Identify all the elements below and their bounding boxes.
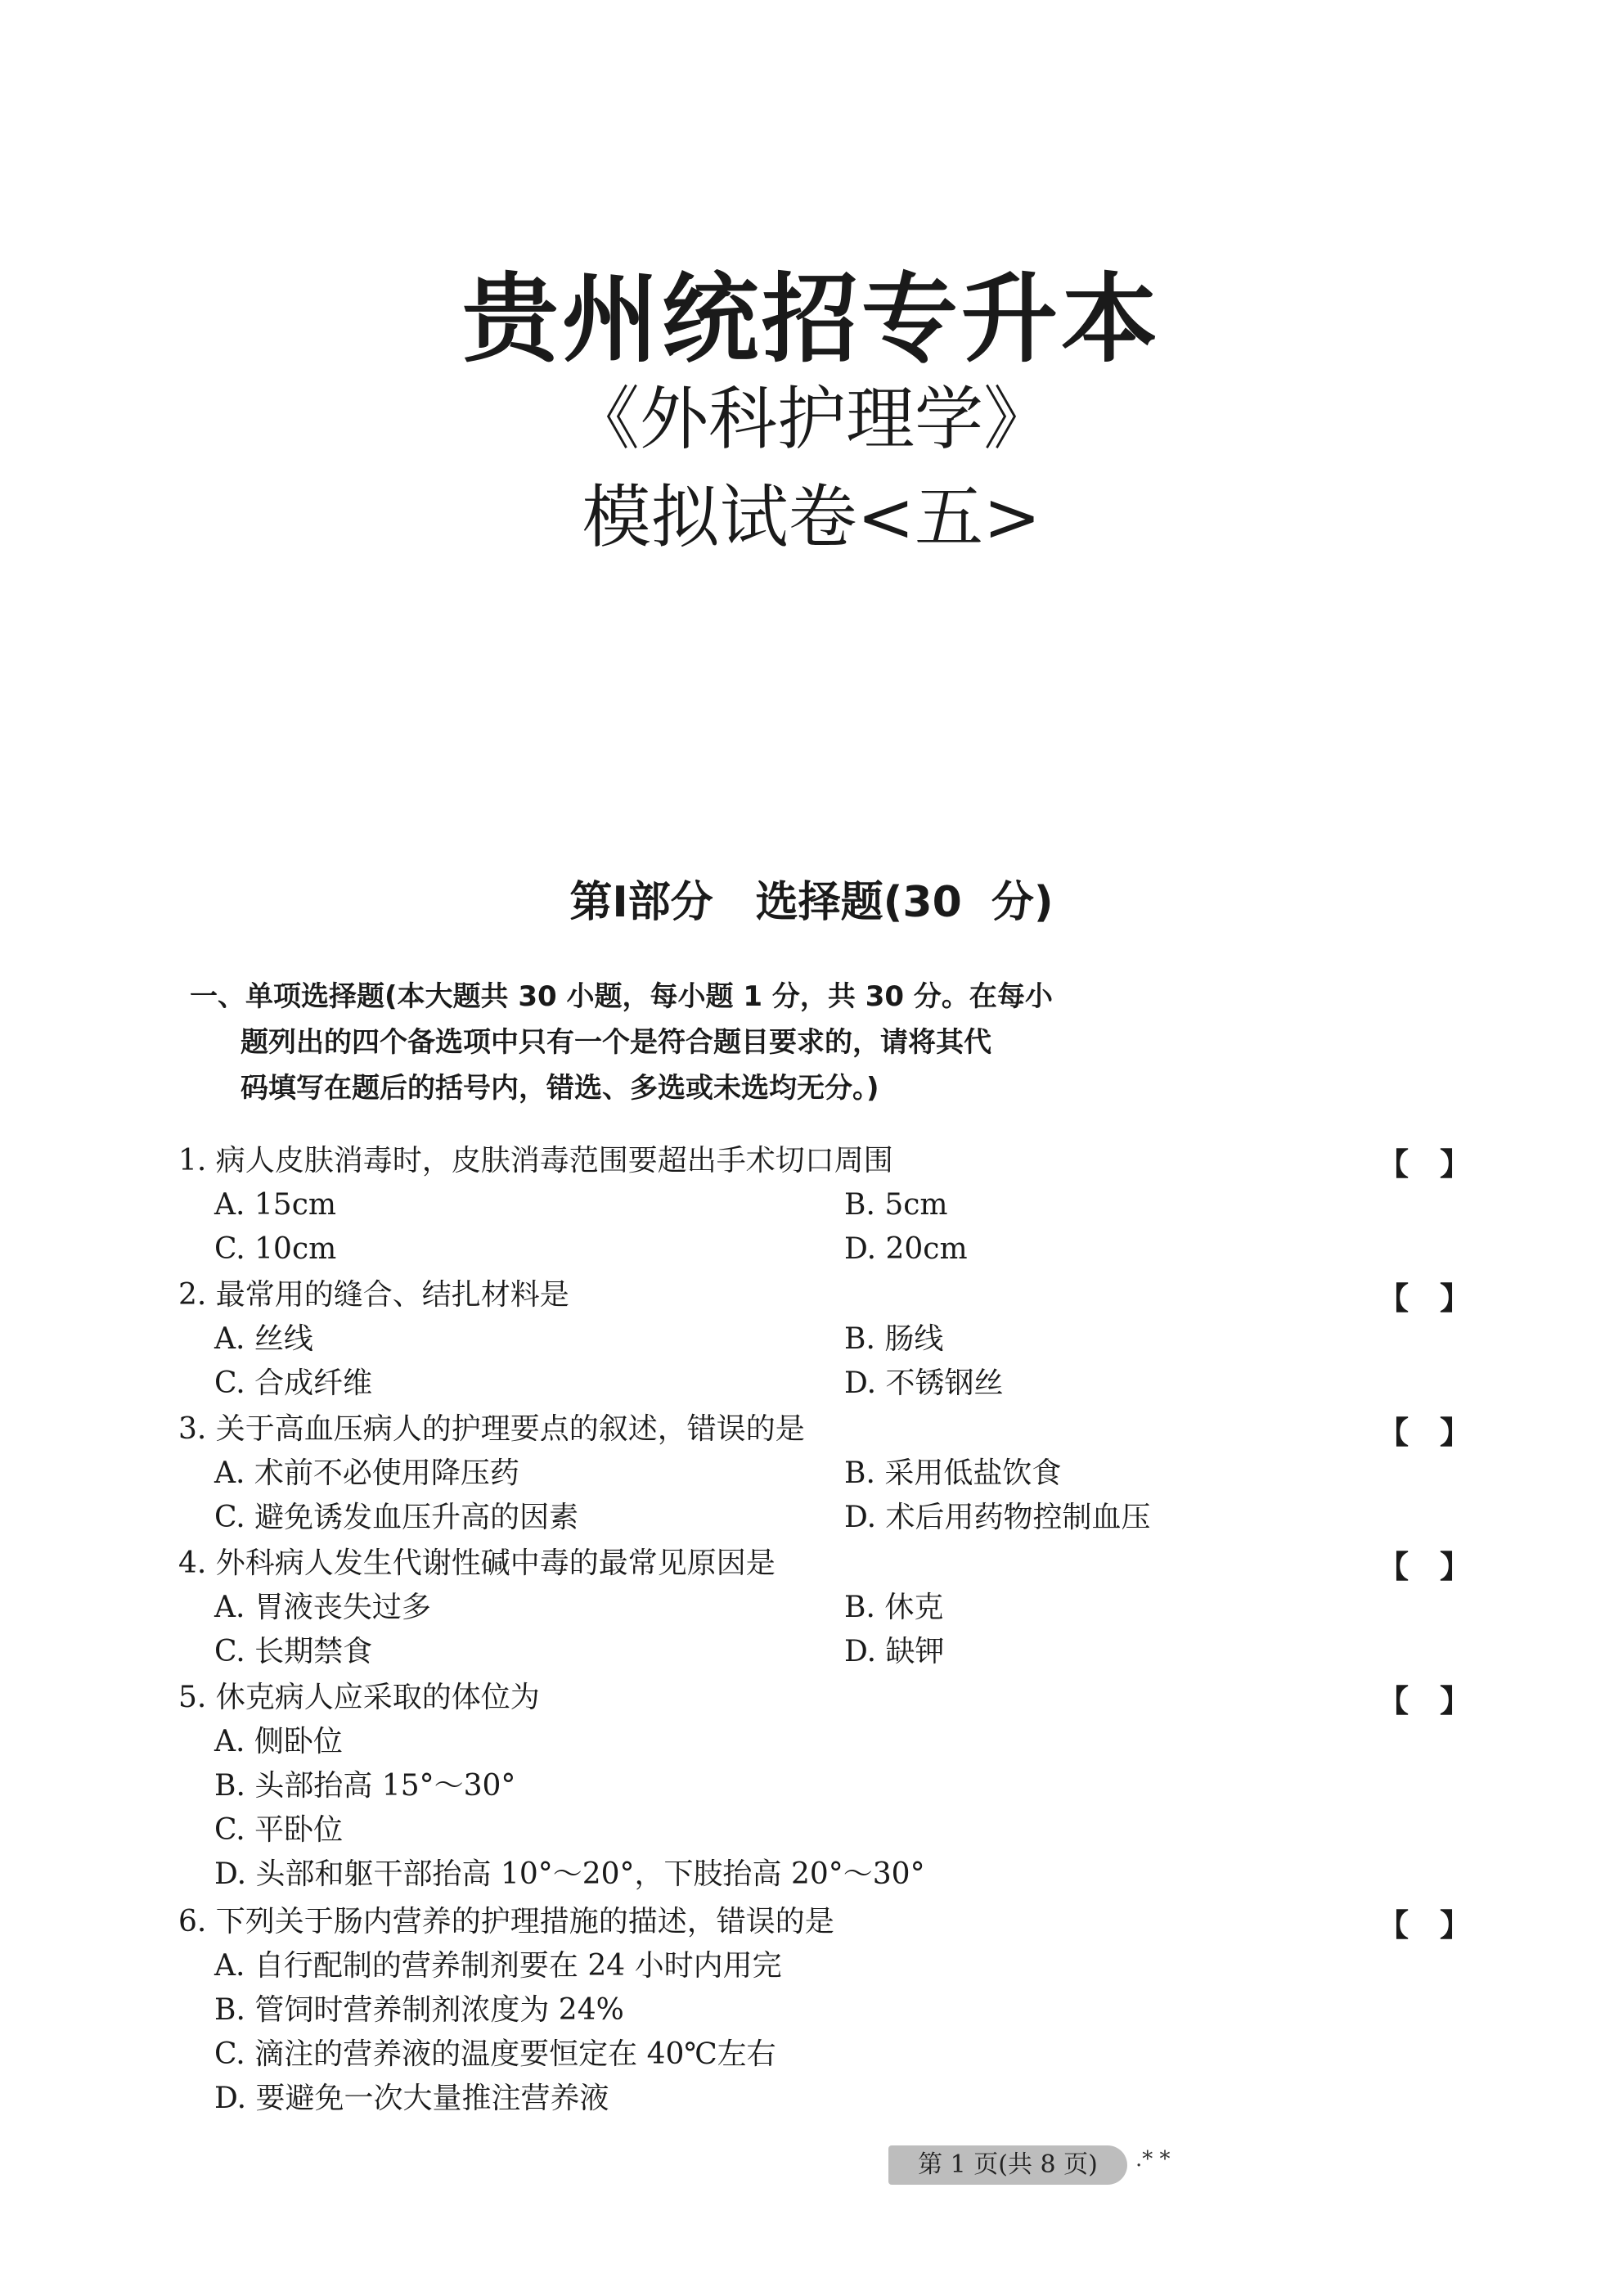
question-stem: 1. 病人皮肤消毒时，皮肤消毒范围要超出手术切口周围 — [178, 1144, 893, 1177]
paper-title: 模拟试卷<五> — [582, 477, 1041, 557]
instructions-line-3: 码填写在题后的括号内，错选、多选或未选均无分。) — [241, 1072, 879, 1105]
question-stem: 5. 休克病人应采取的体位为 — [178, 1681, 540, 1714]
option-d: D. 20cm — [844, 1232, 968, 1266]
exam-title: 贵州统招专升本 — [461, 262, 1161, 376]
option-c: C. 平卧位 — [214, 1813, 344, 1847]
option-d: D. 头部和躯干部抬高 10°～20°，下肢抬高 20°～30° — [214, 1857, 925, 1891]
option-a: A. 15cm — [214, 1188, 336, 1222]
answer-bracket[interactable]: 【 】 — [1378, 1907, 1472, 1943]
question-stem: 6. 下列关于肠内营养的护理措施的描述，错误的是 — [178, 1905, 834, 1938]
option-b: B. 管饲时营养制剂浓度为 24% — [214, 1993, 624, 2027]
option-a: A. 术前不必使用降压药 — [214, 1456, 519, 1490]
option-c: C. 10cm — [214, 1232, 337, 1266]
question-stem: 4. 外科病人发生代谢性碱中毒的最常见原因是 — [178, 1546, 776, 1580]
answer-bracket[interactable]: 【 】 — [1378, 1683, 1472, 1719]
question-stem: 3. 关于高血压病人的护理要点的叙述，错误的是 — [178, 1412, 805, 1446]
option-b: B. 采用低盐饮食 — [844, 1456, 1062, 1490]
option-c: C. 合成纤维 — [214, 1366, 373, 1400]
option-d: D. 缺钾 — [844, 1635, 945, 1668]
option-c: C. 滴注的营养液的温度要恒定在 40℃左右 — [214, 2037, 776, 2071]
answer-bracket[interactable]: 【 】 — [1378, 1549, 1472, 1585]
section-instructions — [190, 974, 1155, 1111]
option-a: A. 胃液丧失过多 — [214, 1591, 431, 1624]
part-heading: 第Ⅰ部分 选择题(30 分) — [569, 878, 1054, 927]
option-a: A. 侧卧位 — [214, 1725, 343, 1758]
option-d: D. 不锈钢丝 — [844, 1366, 1004, 1400]
instructions-line-2: 题列出的四个备选项中只有一个是符合题目要求的，请将其代 — [241, 1026, 991, 1059]
option-a: A. 丝线 — [214, 1322, 313, 1356]
option-b: B. 肠线 — [844, 1322, 944, 1356]
answer-bracket[interactable]: 【 】 — [1378, 1146, 1472, 1182]
answer-bracket[interactable]: 【 】 — [1378, 1415, 1472, 1451]
option-b: B. 休克 — [844, 1591, 944, 1624]
option-d: D. 术后用药物控制血压 — [844, 1501, 1151, 1534]
instructions-line-1: 一、单项选择题(本大题共 30 小题，每小题 1 分，共 30 分。在每小 — [190, 980, 1053, 1013]
question-stem: 2. 最常用的缝合、结扎材料是 — [178, 1278, 569, 1312]
option-b: B. 头部抬高 15°～30° — [214, 1769, 516, 1803]
option-b: B. 5cm — [844, 1188, 948, 1222]
option-c: C. 长期禁食 — [214, 1635, 373, 1668]
footer-marks: .* * — [1135, 2147, 1171, 2172]
option-c: C. 避免诱发血压升高的因素 — [214, 1501, 579, 1534]
subject-title: 《外科护理学》 — [570, 379, 1052, 459]
page-number: 第 1 页(共 8 页) — [888, 2145, 1127, 2185]
option-d: D. 要避免一次大量推注营养液 — [214, 2082, 609, 2115]
answer-bracket[interactable]: 【 】 — [1378, 1281, 1472, 1317]
option-a: A. 自行配制的营养制剂要在 24 小时内用完 — [214, 1949, 782, 1983]
